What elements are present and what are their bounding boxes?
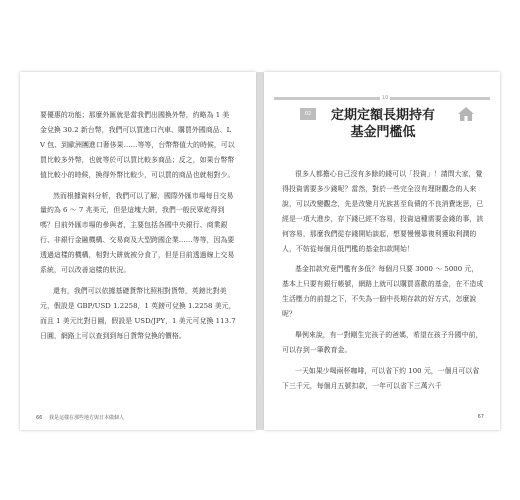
right-paragraph-3: 舉例來說，有一對剛生完孩子的爸媽，希望在孩子升國中前，可以存到一筆教育金。	[282, 331, 483, 354]
left-running-footer: 我是這樣在那些地方與日本做個人	[48, 415, 124, 421]
left-page-body	[40, 108, 236, 344]
section-title-line-1: 定期定額長期持有	[330, 108, 435, 123]
section-title-line-2: 基金門檻低	[350, 125, 416, 140]
right-paragraph-2: 基金扣款究竟門檻有多低？每個月只要 3000 ～ 5000 元，基本上只要有銀行帳號，網路上就可以購買喜歡的基金，在不造成生活壓力的前提之下，不失為一個中長期存款的好方式，怎麼說呢？	[282, 265, 484, 319]
right-paragraph-1: 很多人都擔心自己沒有多餘的錢可以「投資」！請問大家，覺得投資需要多少錢呢？當然，對於一些完全沒有理財觀念的人來說，可以改變觀念，先是改變月光族甚至負債的不良消費迷思，已經是一項大進步，存下錢已經不容易，投資這種需要金錢的事，該何容易，那麼我們從存錢開始談起，想要慢慢靠複利獲取利潤的人，不妨從每個月低門檻的基金扣款開始！	[282, 170, 484, 253]
left-paragraph-1: 要優惠的功能；那麼外匯就是當我們出國換外幣，約略為 1 美金兌換 30.2 新台幣，我們可以買進口汽車、購買外國商品、L V 包、到歐洲團進口奢侈果……等等，台幣幣值大的時候，可以買比較多外幣，也就等於可以買比較多商品；反之，如果台幣幣值比較小的時候，換得外幣比較少，可以買的商品也就相對少。	[40, 111, 235, 179]
left-paragraph-3: 還有，我們可以依據基礎貨幣比照相對貨幣，英鎊比對美元，假設是 GBP/USD 1.2258，1 英鎊可兌換 1.2258 美元，而且 1 美元比對日圓，假設是 USD/JPY，1 美元可兌換 113.7 日圓，網路上可以查到到每日貨幣兌換的價格。	[40, 286, 236, 340]
right-paragraph-4: 一天如果少喝兩杯咖啡，可以省下約 100 元，一個月可以省下三千元，每個月五號扣款，一年可以省下三萬六千	[282, 366, 480, 390]
right-page	[264, 72, 500, 430]
section-title	[319, 107, 447, 141]
left-page-number: 66	[36, 415, 43, 421]
right-page-number: 67	[477, 414, 484, 420]
section-number-badge: 02	[300, 108, 316, 120]
right-page-footer	[478, 414, 484, 420]
house-icon	[457, 106, 475, 122]
chapter-mark: 1/2	[382, 95, 389, 100]
left-paragraph-2: 然而根據資料分析，我們可以了解，國際外匯市場每日交易量約為 6 ～ 7 兆美元，但是這塊大餅，我們一般民眾屹得到嗎？目前外匯市場的參與者，主要包括各國中央銀行、商業銀行、非銀行金融機構、交易商及大型跨國企業……等等，因為要透過這樣的機構，相對大餅就被分食了，但是目前透過線上交易系統，可以改善這樣的狀況。	[40, 191, 235, 275]
left-page-footer	[36, 414, 124, 421]
right-page-body	[282, 167, 484, 394]
left-page	[20, 72, 256, 430]
